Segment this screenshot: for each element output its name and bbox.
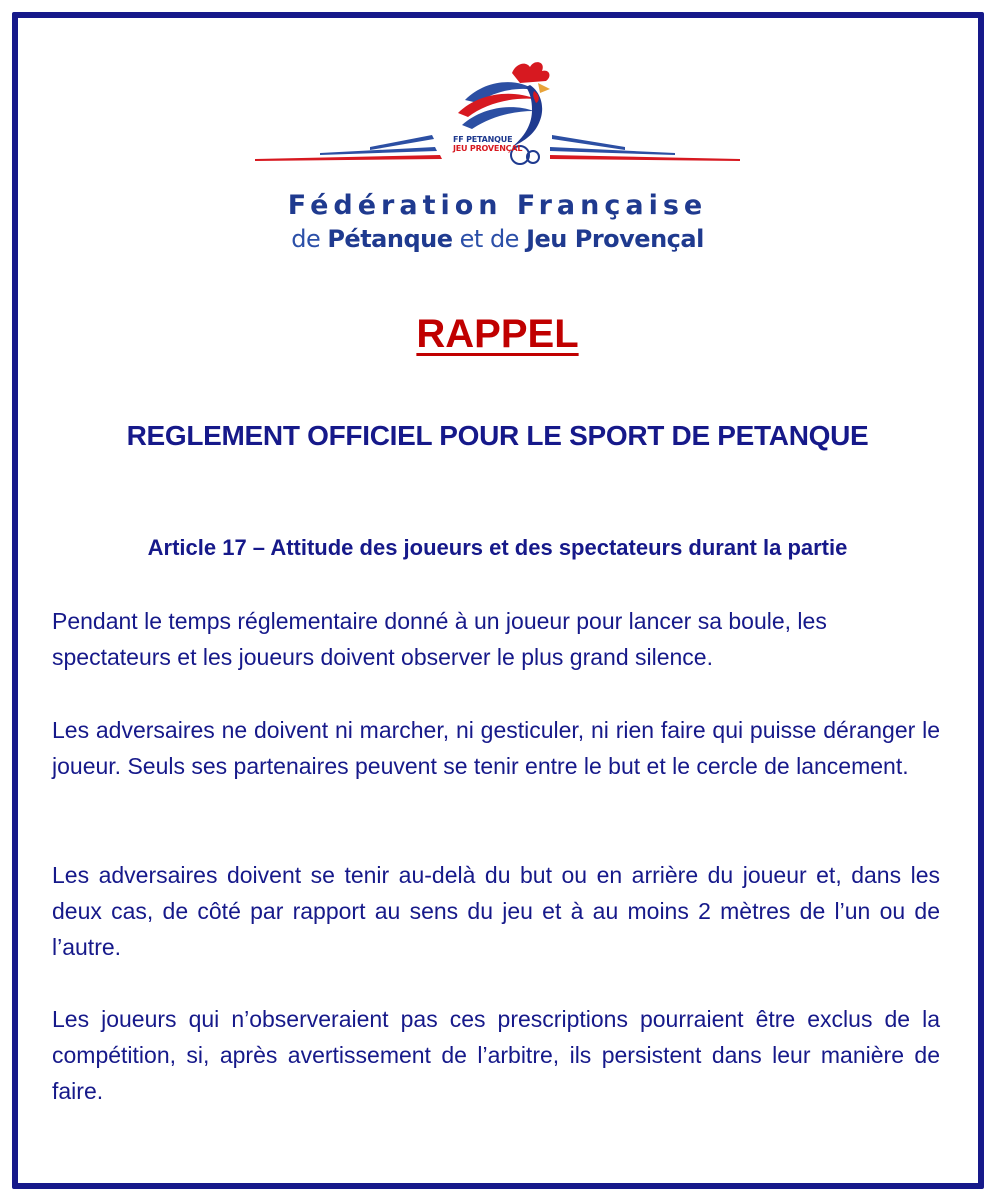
logo-jeu-provencal-text: Jeu Provençal [526,225,704,253]
paragraph-4: Les joueurs qui n’observeraient pas ces prescriptions pourraient être exclus de la compétition, si, après avertissement de l’arbitre, ils persistent dans leur manière de faire. [52,1006,940,1104]
logo-federation-subtitle [250,225,745,253]
logo-small-line1: FF PETANQUE [453,135,513,144]
reglement-subheading: REGLEMENT OFFICIEL POUR LE SPORT DE PETANQUE [126,420,869,451]
logo-petanque-text: Pétanque [327,225,453,253]
logo-de-text: de [291,225,328,253]
logo-federation-title: Fédération Française [287,190,708,221]
article-title: Article 17 – Attitude des joueurs et des spectateurs durant la partie [147,535,848,560]
logo-small-caption [453,135,523,153]
paragraph-2: Les adversaires ne doivent ni marcher, ni gesticuler, ni rien faire qui puisse déranger le joueur. Seuls ses partenaires peuvent se tenir entre le but et le cercle de lancement. [52,717,940,779]
ffpjp-logo [250,55,745,260]
rappel-heading: RAPPEL [416,312,579,356]
paragraph-3: Les adversaires doivent se tenir au-delà du but ou en arrière du joueur et, dans les deux cas, de côté par rapport au sens du jeu et à au moins 2 mètres de l’un ou de l’autre. [52,862,940,960]
logo-etde-text: et de [452,225,527,253]
rooster-logo-icon [250,55,745,185]
logo-small-line2: JEU PROVENÇAL [453,144,523,153]
paragraph-1: Pendant le temps réglementaire donné à un joueur pour lancer sa boule, les spectateurs et les joueurs doivent observer le plus grand silence. [52,608,827,670]
